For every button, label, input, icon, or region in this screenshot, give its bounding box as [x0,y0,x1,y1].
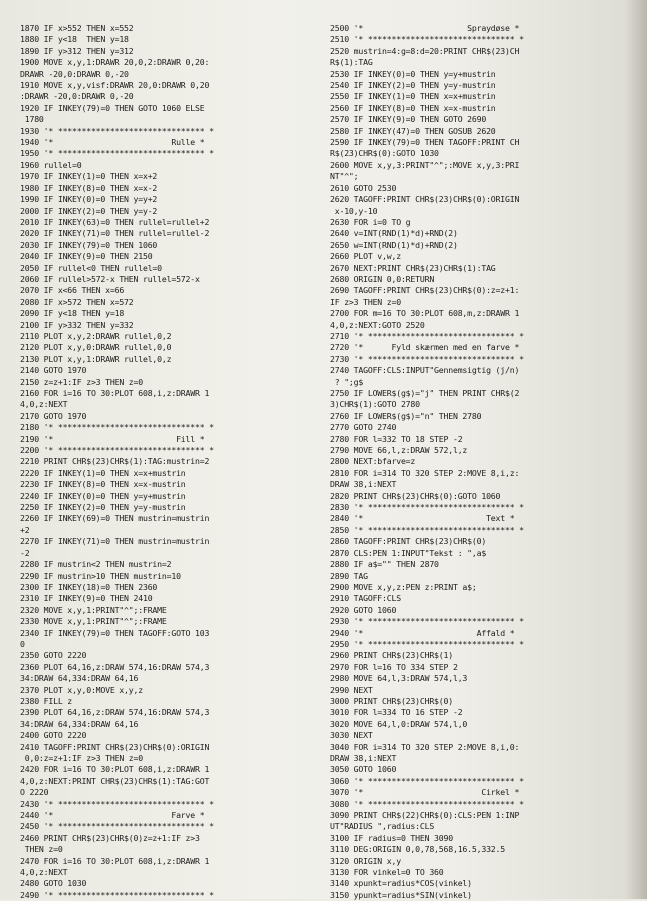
code-line: 3140 xpunkt=radius*COS(vinkel) [330,878,472,889]
code-line: +2 [20,524,30,535]
code-line: 2140 GOTO 1970 [20,365,87,376]
code-line: 2750 IF LOWER$(g$)="j" THEN PRINT CHR$(2 [330,388,520,398]
code-line: 2560 IF INKEY(8)=0 THEN x=x-mustrin [330,102,496,113]
code-line: 34:DRAW 64,334:DRAW 64,16 [20,718,139,729]
code-line: 3090 PRINT CHR$(22)CHR$(0):CLS:PEN 1:INP [330,810,520,821]
code-line: 2170 GOTO 1970 [20,410,87,421]
code-line: 2940 '* Affald * [330,627,515,638]
code-line: 3070 '* Cirkel * [330,787,520,798]
code-line: 2510 '* ******************************* * [330,34,524,45]
code-line: 2160 FOR i=16 TO 30:PLOT 608,i,z:DRAWR 1 [20,388,210,398]
code-line: 2730 '* ******************************* * [330,353,524,364]
code-line: 2360 PLOT 64,16,z:DRAW 574,16:DRAW 574,3 [20,661,210,672]
code-line: 2600 MOVE x,y,3:PRINT"^";:MOVE x,y,3:PRI [330,159,520,170]
code-line: 2710 '* ******************************* * [330,330,524,341]
code-line: 2920 GOTO 1060 [330,604,397,615]
code-line: 2470 FOR i=16 TO 30:PLOT 608,i,z:DRAWR 1 [20,855,210,866]
code-line: 2650 w=INT(RND(1)*d)+RND(2) [330,239,458,250]
code-line: IF z>3 THEN z=0 [330,296,401,307]
code-line: 1890 IF y>312 THEN y=312 [20,45,134,56]
code-line: 2180 '* ******************************* * [20,422,214,433]
code-line: DRAW 38,i:NEXT [330,479,397,490]
code-line: 2780 FOR l=332 TO 18 STEP -2 [330,433,463,444]
code-line: 1980 IF INKEY(8)=0 THEN x=x-2 [20,182,158,193]
code-line: UT"RADIUS ",radius:CLS [330,821,435,832]
code-line: 2880 IF a$="" THEN 2870 [330,559,439,570]
code-line: 2190 '* Fill * [20,433,205,444]
code-line: 2790 MOVE 66,l,z:DRAW 572,l,z [330,445,468,456]
code-line: 2660 PLOT v,w,z [330,251,401,262]
code-line: 2580 IF INKEY(47)=0 THEN GOSUB 2620 [330,125,496,136]
code-line: 2350 GOTO 2220 [20,650,87,661]
code-line: 2400 GOTO 2220 [20,730,87,741]
code-line: 2550 IF INKEY(1)=0 THEN x=x+mustrin [330,91,496,102]
code-line: 2830 '* ******************************* * [330,502,524,513]
code-line: 2590 IF INKEY(79)=0 THEN TAGOFF:PRINT CH [330,137,520,148]
code-line: 2240 IF INKEY(0)=0 THEN y=y+mustrin [20,490,186,501]
code-line: 2910 TAGOFF:CLS [330,593,401,604]
code-line: 2530 IF INKEY(0)=0 THEN y=y+mustrin [330,68,496,79]
code-line: 3030 NEXT [330,730,373,741]
code-line: 2250 IF INKEY(2)=0 THEN y=y-mustrin [20,502,186,513]
code-line: 2760 IF LOWER$(g$)="n" THEN 2780 [330,410,482,421]
code-line: 3120 ORIGIN x,y [330,855,401,866]
code-line: 2680 ORIGIN 0,0:RETURN [330,273,435,284]
code-line: 1870 IF x>552 THEN x=552 [20,23,134,33]
code-line: 2800 NEXT:bfarve=z [330,456,416,467]
code-line: -2 [20,547,30,558]
code-line: 2300 IF INKEY(18)=0 THEN 2360 [20,581,158,592]
code-line: 2340 IF INKEY(79)=0 THEN TAGOFF:GOTO 103 [20,627,210,638]
code-line: 2110 PLOT x,y,2:DRAWR rullel,0,2 [20,330,172,341]
code-line: 2980 MOVE 64,l,3:DRAW 574,l,3 [330,673,468,684]
code-line: 4,0,z:NEXT:GOTO 2520 [330,319,425,330]
code-line: 2410 TAGOFF:PRINT CHR$(23)CHR$(0):ORIGIN [20,741,210,752]
code-line: 2460 PRINT CHR$(23)CHR$(0)z=z+1:IF z>3 [20,832,200,843]
code-line: 3050 GOTO 1060 [330,764,397,775]
code-line: 2890 TAG [330,570,368,581]
code-line: 3130 FOR vinkel=0 TO 360 [330,867,444,878]
code-line: 2090 IF y<18 THEN y=18 [20,308,125,319]
code-line: 2230 IF INKEY(8)=0 THEN x=x-mustrin [20,479,186,490]
code-line: 2320 MOVE x,y,1:PRINT"^";:FRAME [20,604,167,615]
code-line: 4,0,z:NEXT [20,867,68,878]
code-line: 2930 '* ******************************* * [330,616,524,627]
code-line: 3080 '* ******************************* * [330,798,524,809]
code-line: 3100 IF radius=0 THEN 3090 [330,832,453,843]
code-line: 2990 NEXT [330,684,373,695]
code-line: 2900 MOVE x,y,z:PEN z:PRINT a$; [330,581,477,592]
code-line: 2060 IF rullel>572-x THEN rullel=572-x [20,273,200,284]
code-line: 2040 IF INKEY(9)=0 THEN 2150 [20,251,153,262]
code-line: 3010 FOR l=334 TO 16 STEP -2 [330,707,463,718]
code-line: 2070 IF x<66 THEN x=66 [20,285,125,296]
code-line: 2440 '* Farve * [20,810,205,821]
code-line: 2480 GOTO 1030 [20,878,87,889]
code-line: R$(23)CHR$(0):GOTO 1030 [330,148,439,159]
code-line: 3040 FOR i=314 TO 320 STEP 2:MOVE 8,i,0: [330,741,520,752]
code-line: NT"^"; [330,171,359,182]
code-line: 1920 IF INKEY(79)=0 THEN GOTO 1060 ELSE [20,102,205,113]
code-line: 2310 IF INKEY(9)=0 THEN 2410 [20,593,153,604]
code-line: 1990 IF INKEY(0)=0 THEN y=y+2 [20,194,158,205]
code-line: 1900 MOVE x,y,1:DRAWR 20,0,2:DRAWR 0,20: [20,57,210,68]
code-line: 2570 IF INKEY(9)=0 THEN GOTO 2690 [330,114,487,125]
code-line: 2280 IF mustrin<2 THEN mustrin=2 [20,559,172,570]
code-line: 3000 PRINT CHR$(23)CHR$(0) [330,695,453,706]
code-line: 2270 IF INKEY(71)=0 THEN mustrin=mustrin [20,536,210,547]
code-line: DRAW 38,i:NEXT [330,753,397,763]
code-line: 3)CHR$(1):GOTO 2780 [330,399,420,410]
code-line: 1880 IF y<18 THEN y=18 [20,34,129,45]
code-line: 2050 IF rullel<0 THEN rullel=0 [20,262,162,273]
code-line: 2670 NEXT:PRINT CHR$(23)CHR$(1):TAG [330,262,496,273]
code-line: 2950 '* ******************************* * [330,638,524,649]
code-line: 2610 GOTO 2530 [330,182,397,193]
code-line: 2120 PLOT x,y,0:DRAWR rullel,0,0 [20,342,172,353]
code-line: 3020 MOVE 64,l,0:DRAW 574,l,0 [330,718,468,729]
code-line: O 2220 [20,787,49,798]
code-line: 2720 '* Fyld skærmen med en farve * [330,342,520,353]
code-line: 2620 TAGOFF:PRINT CHR$(23)CHR$(0):ORIGIN [330,194,520,205]
code-line: x-10,y-10 [330,205,378,216]
code-line: 2700 FOR m=16 TO 30:PLOT 608,m,z:DRAWR 1 [330,308,520,319]
code-line: 2200 '* ******************************* * [20,445,214,456]
code-column-right [330,23,630,901]
code-line: 2430 '* ******************************* * [20,798,214,809]
code-line: 2820 PRINT CHR$(23)CHR$(0):GOTO 1060 [330,490,501,501]
code-line: 2500 '* Spraydøse * [330,23,520,33]
code-line: :DRAWR -20,0:DRAWR 0,-20 [20,91,134,102]
code-line: 2960 PRINT CHR$(23)CHR$(1) [330,650,453,661]
code-line: DRAWR -20,0:DRAWR 0,-20 [20,68,129,79]
code-line: 2450 '* ******************************* * [20,821,214,832]
code-line: 2860 TAGOFF:PRINT CHR$(23)CHR$(0) [330,536,487,547]
code-line: 4,0,z:NEXT:PRINT CHR$(23)CHR$(1):TAG:GOT [20,775,210,786]
code-line: 2740 TAGOFF:CLS:INPUT"Gennemsigtig (j/n) [330,365,520,376]
code-line: 1930 '* ******************************* * [20,125,214,136]
code-line: 3150 ypunkt=radius*SIN(vinkel) [330,889,472,900]
code-line: 2020 IF INKEY(71)=0 THEN rullel=rullel-2 [20,228,210,239]
code-line: 4,0,z:NEXT [20,399,68,410]
code-line: 3110 DEG:ORIGIN 0,0,78,568,16.5,332.5 [330,844,505,855]
code-line: 2080 IF x>572 THEN x=572 [20,296,134,307]
code-line: 1780 [20,114,44,125]
page-edge-shadow [625,0,647,899]
code-line: 2100 IF y>332 THEN y=332 [20,319,134,330]
code-line: 2390 PLOT 64,16,z:DRAW 574,16:DRAW 574,3 [20,707,210,718]
code-line: THEN z=0 [20,844,63,855]
code-line: R$(1):TAG [330,57,373,68]
code-line: 34:DRAW 64,334:DRAW 64,16 [20,673,139,684]
code-line: 2870 CLS:PEN 1:INPUT"Tekst : ",a$ [330,547,487,558]
code-line: 2030 IF INKEY(79)=0 THEN 1060 [20,239,158,250]
code-line: 2260 IF INKEY(69)=0 THEN mustrin=mustrin [20,513,210,524]
code-line: 2770 GOTO 2740 [330,422,397,433]
code-line: 0,0:z=z+1:IF z>3 THEN z=0 [20,753,143,763]
code-line: 2540 IF INKEY(2)=0 THEN y=y-mustrin [330,80,496,91]
code-line: 2840 '* Text * [330,513,515,524]
code-line: 2850 '* ******************************* * [330,524,524,535]
code-line: 1910 MOVE x,y,visf:DRAWR 20,0:DRAWR 0,20 [20,80,210,91]
code-line: 2220 IF INKEY(1)=0 THEN x=x+mustrin [20,467,186,478]
code-line: 1940 '* Rulle * [20,137,205,148]
code-line: 3060 '* ******************************* * [330,775,524,786]
code-column-left [20,23,318,901]
code-line: 2130 PLOT x,y,1:DRAWR rullel,0,z [20,353,172,364]
code-line: 1970 IF INKEY(1)=0 THEN x=x+2 [20,171,158,182]
code-line: 2010 IF INKEY(63)=0 THEN rullel=rullel+2 [20,216,210,227]
code-line: 2330 MOVE x,y,1:PRINT"^";:FRAME [20,616,167,627]
code-line: 2210 PRINT CHR$(23)CHR$(1):TAG:mustrin=2 [20,456,210,467]
code-line: 2420 FOR i=16 TO 30:PLOT 608,i,z:DRAWR 1 [20,764,210,775]
code-line: 1950 '* ******************************* * [20,148,214,159]
code-line: 2640 v=INT(RND(1)*d)+RND(2) [330,228,458,239]
code-line: ? ";g$ [330,376,364,387]
code-line: 1960 rullel=0 [20,159,82,170]
code-line: 2520 mustrin=4:g=8:d=20:PRINT CHR$(23)CH [330,45,520,56]
code-line: 2630 FOR i=0 TO g [330,216,411,227]
code-line: 2970 FOR l=16 TO 334 STEP 2 [330,661,458,672]
code-line: 2810 FOR i=314 TO 320 STEP 2:MOVE 8,i,z: [330,467,520,478]
code-line: 2290 IF mustrin>10 THEN mustrin=10 [20,570,181,581]
code-line: 2370 PLOT x,y,0:MOVE x,y,z [20,684,143,695]
code-line: 2380 FILL z [20,695,73,706]
code-line: 2000 IF INKEY(2)=0 THEN y=y-2 [20,205,158,216]
code-line: 0 [20,638,25,649]
code-line: 2690 TAGOFF:PRINT CHR$(23)CHR$(0):z=z+1: [330,285,520,296]
code-line: 2490 '* ******************************* * [20,889,214,900]
code-line: 2150 z=z+1:IF z>3 THEN z=0 [20,376,143,387]
